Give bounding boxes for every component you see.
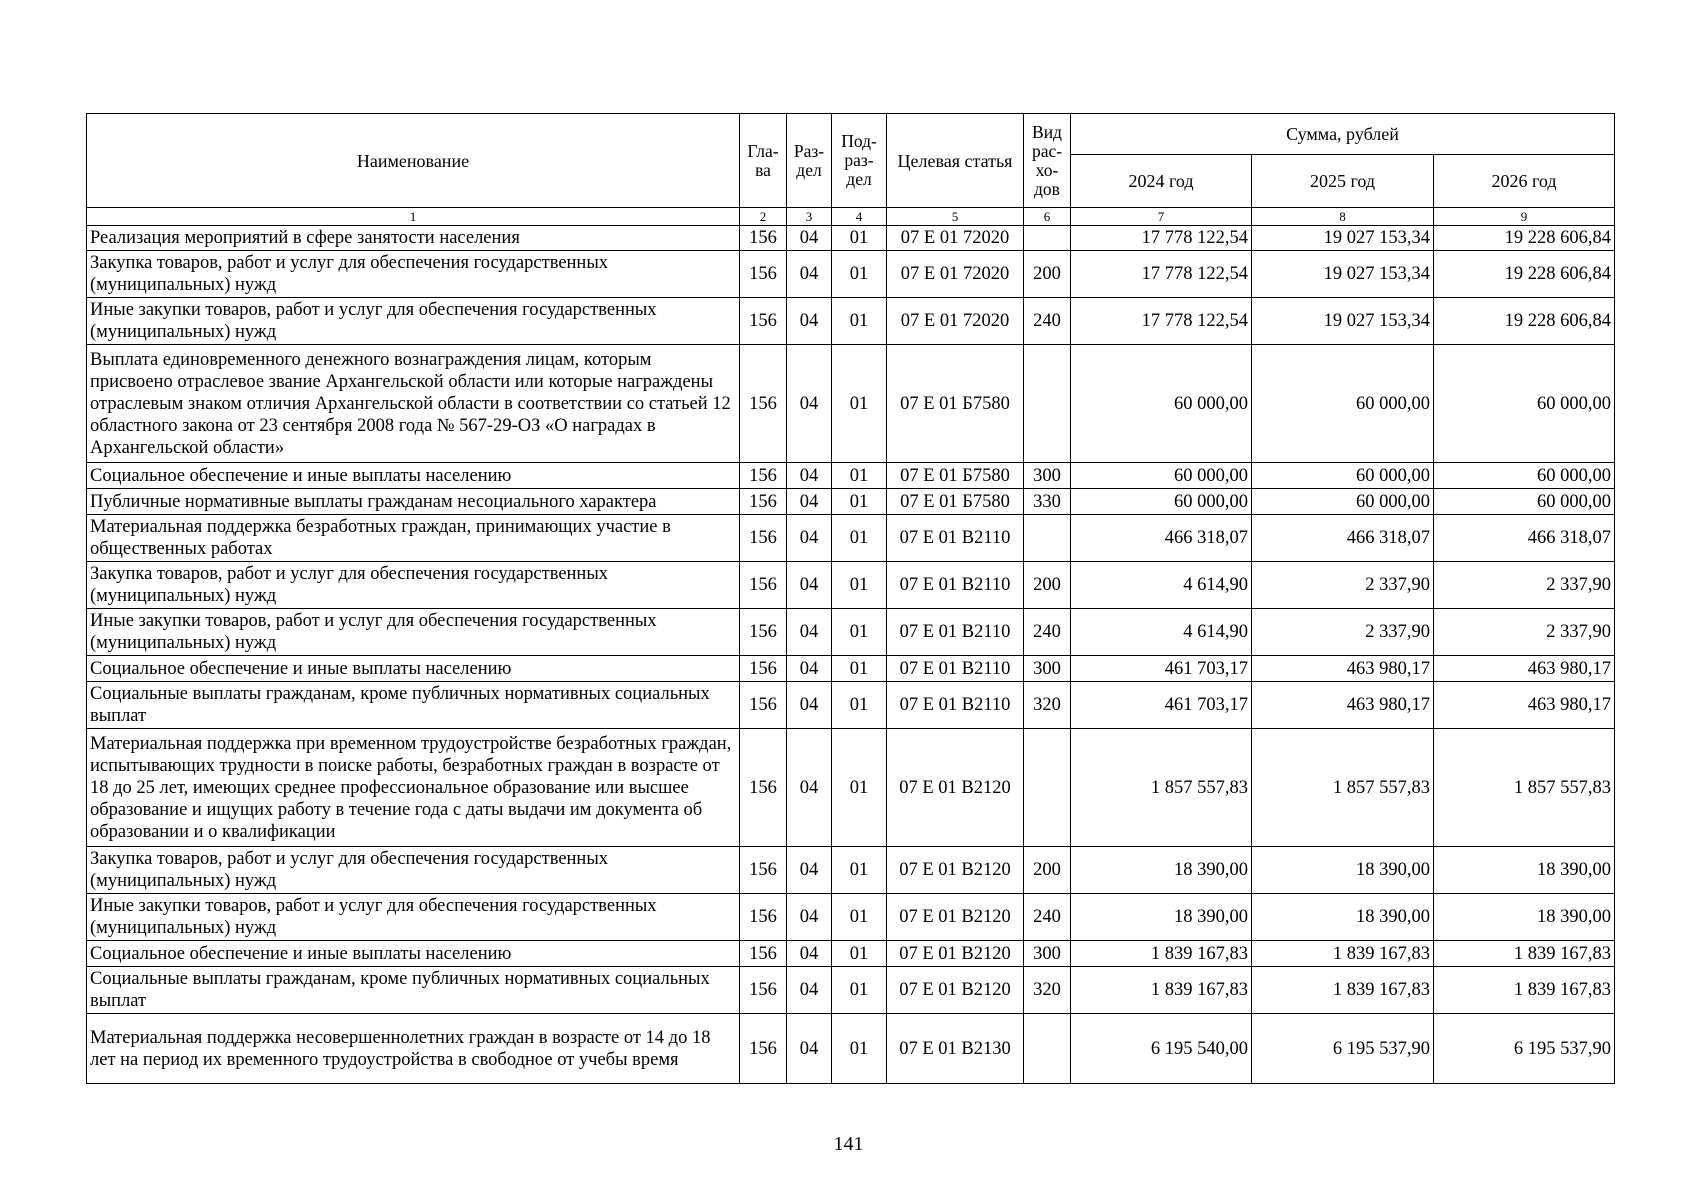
table-header: [87, 114, 1615, 226]
column-number: 3: [787, 208, 832, 226]
row-razdel: 04: [787, 729, 832, 847]
row-glava: 156: [740, 251, 787, 298]
row-podrazdel: 01: [832, 894, 887, 941]
row-razdel: 04: [787, 251, 832, 298]
header-vid-rashodov: Вид рас-хо-дов: [1024, 114, 1071, 208]
column-number: 7: [1071, 208, 1252, 226]
row-celevaya-statya: 07 Е 01 В2110: [887, 609, 1024, 656]
row-razdel: 04: [787, 967, 832, 1014]
table-row: [87, 847, 1615, 894]
table-row: [87, 729, 1615, 847]
row-celevaya-statya: 07 Е 01 В2120: [887, 941, 1024, 967]
row-sum-2026: 6 195 537,90: [1434, 1014, 1615, 1084]
row-vid-rashodov: 330: [1024, 489, 1071, 515]
row-glava: 156: [740, 1014, 787, 1084]
row-name: Иные закупки товаров, работ и услуг для обеспечения государственных (муниципальных) нужд: [87, 298, 740, 345]
row-celevaya-statya: 07 Е 01 В2120: [887, 847, 1024, 894]
row-celevaya-statya: 07 Е 01 72020: [887, 251, 1024, 298]
row-razdel: 04: [787, 609, 832, 656]
row-celevaya-statya: 07 Е 01 72020: [887, 298, 1024, 345]
row-sum-2024: 461 703,17: [1071, 656, 1252, 682]
table-row: [87, 609, 1615, 656]
row-glava: 156: [740, 463, 787, 489]
row-sum-2025: 463 980,17: [1252, 682, 1434, 729]
row-glava: 156: [740, 847, 787, 894]
row-celevaya-statya: 07 Е 01 В2110: [887, 682, 1024, 729]
row-razdel: 04: [787, 656, 832, 682]
row-sum-2026: 1 839 167,83: [1434, 941, 1615, 967]
row-sum-2026: 2 337,90: [1434, 562, 1615, 609]
row-sum-2026: 463 980,17: [1434, 682, 1615, 729]
row-podrazdel: 01: [832, 562, 887, 609]
row-podrazdel: 01: [832, 682, 887, 729]
table-row: [87, 1014, 1615, 1084]
row-name: Социальные выплаты гражданам, кроме публичных нормативных социальных выплат: [87, 967, 740, 1014]
row-sum-2025: 18 390,00: [1252, 847, 1434, 894]
header-celevaya-statya: Целевая статья: [887, 114, 1024, 208]
row-celevaya-statya: 07 Е 01 В2120: [887, 729, 1024, 847]
row-podrazdel: 01: [832, 656, 887, 682]
row-sum-2024: 4 614,90: [1071, 609, 1252, 656]
table-row: [87, 941, 1615, 967]
row-glava: 156: [740, 226, 787, 251]
row-vid-rashodov: 200: [1024, 847, 1071, 894]
row-vid-rashodov: [1024, 729, 1071, 847]
row-sum-2024: 18 390,00: [1071, 894, 1252, 941]
table-row: [87, 656, 1615, 682]
row-razdel: 04: [787, 298, 832, 345]
row-celevaya-statya: 07 Е 01 72020: [887, 226, 1024, 251]
row-name: Социальное обеспечение и иные выплаты населению: [87, 656, 740, 682]
header-summa: Сумма, рублей: [1071, 114, 1615, 155]
row-glava: 156: [740, 729, 787, 847]
column-number: 5: [887, 208, 1024, 226]
row-razdel: 04: [787, 1014, 832, 1084]
row-celevaya-statya: 07 Е 01 В2120: [887, 967, 1024, 1014]
row-razdel: 04: [787, 941, 832, 967]
header-razdel: Раз-дел: [787, 114, 832, 208]
row-sum-2025: 2 337,90: [1252, 562, 1434, 609]
row-podrazdel: 01: [832, 515, 887, 562]
row-sum-2026: 19 228 606,84: [1434, 226, 1615, 251]
row-sum-2025: 1 839 167,83: [1252, 941, 1434, 967]
table-row: [87, 682, 1615, 729]
row-podrazdel: 01: [832, 489, 887, 515]
table-row: [87, 967, 1615, 1014]
row-sum-2026: 18 390,00: [1434, 847, 1615, 894]
table-row: [87, 345, 1615, 463]
row-celevaya-statya: 07 Е 01 В2120: [887, 894, 1024, 941]
row-sum-2024: 60 000,00: [1071, 463, 1252, 489]
row-vid-rashodov: [1024, 1014, 1071, 1084]
row-glava: 156: [740, 345, 787, 463]
row-glava: 156: [740, 941, 787, 967]
row-sum-2025: 60 000,00: [1252, 489, 1434, 515]
row-celevaya-statya: 07 Е 01 В2110: [887, 515, 1024, 562]
table-row: [87, 298, 1615, 345]
row-glava: 156: [740, 967, 787, 1014]
row-razdel: 04: [787, 345, 832, 463]
row-vid-rashodov: 300: [1024, 656, 1071, 682]
row-name: Материальная поддержка несовершеннолетних граждан в возрасте от 14 до 18 лет на период их временного трудоустройства в свободное от учебы время: [87, 1014, 740, 1084]
table-row: [87, 894, 1615, 941]
row-celevaya-statya: 07 Е 01 В2110: [887, 562, 1024, 609]
row-sum-2026: 18 390,00: [1434, 894, 1615, 941]
row-vid-rashodov: 300: [1024, 463, 1071, 489]
row-name: Социальное обеспечение и иные выплаты населению: [87, 463, 740, 489]
row-razdel: 04: [787, 226, 832, 251]
row-name: Социальное обеспечение и иные выплаты населению: [87, 941, 740, 967]
row-sum-2025: 19 027 153,34: [1252, 226, 1434, 251]
row-sum-2024: 1 839 167,83: [1071, 967, 1252, 1014]
row-celevaya-statya: 07 Е 01 В2130: [887, 1014, 1024, 1084]
row-sum-2025: 19 027 153,34: [1252, 251, 1434, 298]
row-sum-2025: 6 195 537,90: [1252, 1014, 1434, 1084]
row-sum-2026: 19 228 606,84: [1434, 298, 1615, 345]
row-vid-rashodov: 240: [1024, 894, 1071, 941]
row-sum-2025: 1 839 167,83: [1252, 967, 1434, 1014]
row-glava: 156: [740, 656, 787, 682]
row-name: Иные закупки товаров, работ и услуг для обеспечения государственных (муниципальных) нужд: [87, 609, 740, 656]
page-number: 141: [833, 1133, 864, 1155]
row-vid-rashodov: [1024, 345, 1071, 463]
budget-table: [86, 113, 1615, 1084]
row-sum-2024: 18 390,00: [1071, 847, 1252, 894]
row-vid-rashodov: 320: [1024, 682, 1071, 729]
header-glava: Гла-ва: [740, 114, 787, 208]
column-number-row: [87, 208, 1615, 226]
row-sum-2024: 4 614,90: [1071, 562, 1252, 609]
table-row: [87, 463, 1615, 489]
row-glava: 156: [740, 682, 787, 729]
row-vid-rashodov: [1024, 515, 1071, 562]
row-vid-rashodov: [1024, 226, 1071, 251]
table-row: [87, 226, 1615, 251]
column-number: 1: [87, 208, 740, 226]
row-name: Реализация мероприятий в сфере занятости населения: [87, 226, 740, 251]
row-sum-2025: 466 318,07: [1252, 515, 1434, 562]
row-sum-2024: 461 703,17: [1071, 682, 1252, 729]
row-sum-2025: 60 000,00: [1252, 345, 1434, 463]
table-row: [87, 562, 1615, 609]
row-sum-2024: 60 000,00: [1071, 489, 1252, 515]
row-name: Публичные нормативные выплаты гражданам несоциального характера: [87, 489, 740, 515]
row-podrazdel: 01: [832, 609, 887, 656]
row-podrazdel: 01: [832, 847, 887, 894]
header-name: Наименование: [87, 114, 740, 208]
row-razdel: 04: [787, 463, 832, 489]
table-row: [87, 515, 1615, 562]
row-razdel: 04: [787, 489, 832, 515]
row-sum-2024: 17 778 122,54: [1071, 226, 1252, 251]
row-razdel: 04: [787, 894, 832, 941]
row-vid-rashodov: 300: [1024, 941, 1071, 967]
row-name: Социальные выплаты гражданам, кроме публичных нормативных социальных выплат: [87, 682, 740, 729]
row-sum-2026: 1 839 167,83: [1434, 967, 1615, 1014]
row-celevaya-statya: 07 Е 01 Б7580: [887, 489, 1024, 515]
row-sum-2026: 19 228 606,84: [1434, 251, 1615, 298]
row-razdel: 04: [787, 562, 832, 609]
row-podrazdel: 01: [832, 729, 887, 847]
row-podrazdel: 01: [832, 298, 887, 345]
row-podrazdel: 01: [832, 345, 887, 463]
row-sum-2025: 19 027 153,34: [1252, 298, 1434, 345]
row-sum-2026: 60 000,00: [1434, 345, 1615, 463]
row-glava: 156: [740, 515, 787, 562]
row-vid-rashodov: 240: [1024, 298, 1071, 345]
row-sum-2024: 60 000,00: [1071, 345, 1252, 463]
row-podrazdel: 01: [832, 1014, 887, 1084]
row-sum-2026: 60 000,00: [1434, 463, 1615, 489]
row-name: Закупка товаров, работ и услуг для обеспечения государственных (муниципальных) нужд: [87, 251, 740, 298]
row-sum-2024: 17 778 122,54: [1071, 298, 1252, 345]
row-sum-2024: 1 839 167,83: [1071, 941, 1252, 967]
row-sum-2024: 1 857 557,83: [1071, 729, 1252, 847]
row-sum-2025: 2 337,90: [1252, 609, 1434, 656]
row-sum-2026: 2 337,90: [1434, 609, 1615, 656]
row-vid-rashodov: 200: [1024, 562, 1071, 609]
column-number: 9: [1434, 208, 1615, 226]
row-glava: 156: [740, 489, 787, 515]
row-sum-2025: 1 857 557,83: [1252, 729, 1434, 847]
table-body: [87, 226, 1615, 1084]
row-podrazdel: 01: [832, 226, 887, 251]
row-vid-rashodov: 200: [1024, 251, 1071, 298]
row-podrazdel: 01: [832, 967, 887, 1014]
header-year-2026: 2026 год: [1434, 155, 1615, 208]
row-sum-2025: 463 980,17: [1252, 656, 1434, 682]
row-name: Закупка товаров, работ и услуг для обеспечения государственных (муниципальных) нужд: [87, 562, 740, 609]
column-number: 8: [1252, 208, 1434, 226]
row-name: Иные закупки товаров, работ и услуг для обеспечения государственных (муниципальных) нужд: [87, 894, 740, 941]
row-glava: 156: [740, 562, 787, 609]
row-celevaya-statya: 07 Е 01 Б7580: [887, 463, 1024, 489]
row-glava: 156: [740, 609, 787, 656]
row-razdel: 04: [787, 682, 832, 729]
row-sum-2025: 18 390,00: [1252, 894, 1434, 941]
row-name: Материальная поддержка при временном трудоустройстве безработных граждан, испытывающих трудности в поиске работы, безработных граждан в возрасте от 18 до 25 лет, имеющих среднее профессиональное образование или высшее образование и ищущих работу в течение года с даты выдачи им документа об образовании и о квалификации: [87, 729, 740, 847]
row-glava: 156: [740, 894, 787, 941]
table-row: [87, 251, 1615, 298]
row-sum-2024: 17 778 122,54: [1071, 251, 1252, 298]
row-podrazdel: 01: [832, 251, 887, 298]
row-sum-2024: 466 318,07: [1071, 515, 1252, 562]
row-sum-2026: 463 980,17: [1434, 656, 1615, 682]
row-celevaya-statya: 07 Е 01 Б7580: [887, 345, 1024, 463]
row-podrazdel: 01: [832, 941, 887, 967]
row-vid-rashodov: 320: [1024, 967, 1071, 1014]
row-razdel: 04: [787, 847, 832, 894]
row-name: Материальная поддержка безработных граждан, принимающих участие в общественных работах: [87, 515, 740, 562]
column-number: 6: [1024, 208, 1071, 226]
header-year-2024: 2024 год: [1071, 155, 1252, 208]
row-sum-2025: 60 000,00: [1252, 463, 1434, 489]
row-razdel: 04: [787, 515, 832, 562]
row-sum-2026: 60 000,00: [1434, 489, 1615, 515]
row-podrazdel: 01: [832, 463, 887, 489]
row-sum-2026: 466 318,07: [1434, 515, 1615, 562]
header-podrazdel: Под-раз-дел: [832, 114, 887, 208]
column-number: 2: [740, 208, 787, 226]
row-glava: 156: [740, 298, 787, 345]
row-celevaya-statya: 07 Е 01 В2110: [887, 656, 1024, 682]
row-name: Выплата единовременного денежного вознаграждения лицам, которым присвоено отраслевое звание Архангельской области или которые награждены отраслевым знаком отличия Архангельской области в соответствии со статьей 12 областного закона от 23 сентября 2008 года № 567-29-ОЗ «О наградах в Архангельской области»: [87, 345, 740, 463]
row-sum-2024: 6 195 540,00: [1071, 1014, 1252, 1084]
column-number: 4: [832, 208, 887, 226]
row-sum-2026: 1 857 557,83: [1434, 729, 1615, 847]
row-name: Закупка товаров, работ и услуг для обеспечения государственных (муниципальных) нужд: [87, 847, 740, 894]
row-vid-rashodov: 240: [1024, 609, 1071, 656]
table-row: [87, 489, 1615, 515]
header-year-2025: 2025 год: [1252, 155, 1434, 208]
